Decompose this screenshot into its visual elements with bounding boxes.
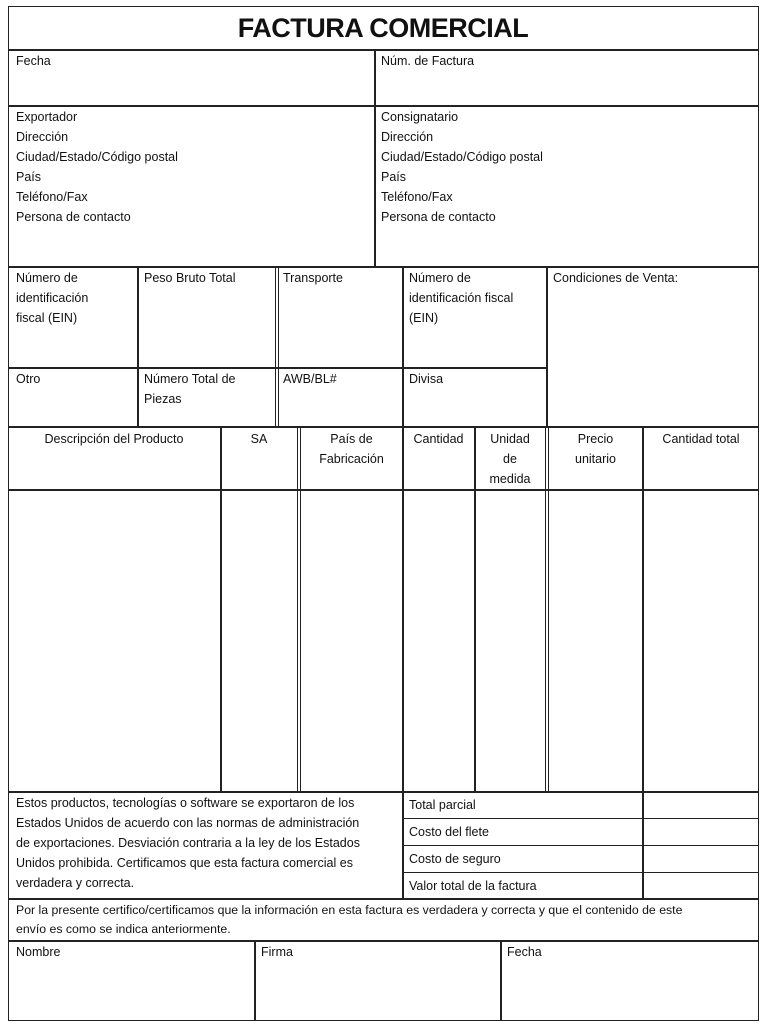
costo-flete-label: Costo del flete	[409, 825, 489, 839]
exportador-line: País	[16, 170, 42, 184]
fecha-firma-label: Fecha	[507, 945, 542, 959]
header-unidad: medida	[489, 472, 531, 486]
divider	[8, 489, 759, 491]
declaration-line: verdadera y correcta.	[16, 876, 135, 890]
num-piezas-label: Número Total de	[144, 372, 236, 386]
exportador-line: Exportador	[16, 110, 78, 124]
declaration-line: Unidos prohibida. Certificamos que esta factura comercial es	[16, 856, 353, 870]
divider	[500, 940, 502, 1021]
fecha-label: Fecha	[16, 54, 51, 68]
otro-label: Otro	[16, 372, 41, 386]
divider	[254, 940, 256, 1021]
exportador-line: Persona de contacto	[16, 210, 131, 224]
header-unidad: de	[503, 452, 517, 466]
consignatario-line: Dirección	[381, 130, 434, 144]
total-parcial-label: Total parcial	[409, 798, 476, 812]
divider	[8, 426, 759, 428]
declaration-line: Estos productos, tecnologías o software se exportaron de los	[16, 796, 355, 810]
header-cantidad-total: Cantidad total	[662, 432, 740, 446]
divider	[548, 426, 549, 792]
header-descripcion: Descripción del Producto	[44, 432, 184, 446]
page-title: FACTURA COMERCIAL	[237, 13, 529, 43]
divider	[402, 266, 404, 427]
divider	[403, 818, 759, 819]
nombre-label: Nombre	[16, 945, 61, 959]
num-factura-label: Núm. de Factura	[381, 54, 475, 68]
condiciones-label: Condiciones de Venta:	[553, 271, 679, 285]
divider	[546, 266, 548, 427]
valor-total-label: Valor total de la factura	[409, 879, 537, 893]
num-piezas-label: Piezas	[144, 392, 182, 406]
declaration-line: Estados Unidos de acuerdo con las normas de administración	[16, 816, 360, 830]
costo-seguro-label: Costo de seguro	[409, 852, 501, 866]
divider	[403, 872, 759, 873]
consignatario-line: Teléfono/Fax	[381, 190, 453, 204]
ein-left-label: Número de	[16, 271, 78, 285]
header-pais: País de	[330, 432, 373, 446]
divider	[137, 266, 139, 427]
ein-left-label: fiscal (EIN)	[16, 311, 78, 325]
exportador-line: Teléfono/Fax	[16, 190, 88, 204]
transporte-label: Transporte	[283, 271, 343, 285]
divider	[278, 266, 279, 427]
exportador-line: Dirección	[16, 130, 69, 144]
divider	[642, 426, 644, 899]
divider	[220, 426, 222, 792]
awb-label: AWB/BL#	[283, 372, 337, 386]
divider	[402, 426, 404, 899]
consignatario-line: País	[381, 170, 407, 184]
certification-line: Por la presente certifico/certificamos que la información en esta factura es verdadera y correcta y que el contenido de este	[16, 903, 683, 917]
divider	[545, 426, 546, 792]
header-precio: unitario	[575, 452, 616, 466]
header-pais: Fabricación	[319, 452, 384, 466]
divider	[8, 940, 759, 942]
divider	[374, 49, 376, 267]
certification-line: envío es como se indica anteriormente.	[16, 922, 231, 936]
divider	[300, 426, 301, 792]
consignatario-line: Ciudad/Estado/Código postal	[381, 150, 543, 164]
declaration-line: de exportaciones. Desviación contraria a la ley de los Estados	[16, 836, 360, 850]
header-precio: Precio	[577, 432, 614, 446]
ein-right-label: Número de	[409, 271, 471, 285]
ein-left-label: identificación	[16, 291, 89, 305]
header-cantidad: Cantidad	[413, 432, 464, 446]
divider	[275, 266, 276, 427]
exportador-line: Ciudad/Estado/Código postal	[16, 150, 178, 164]
header-sa: SA	[250, 432, 268, 446]
divider	[297, 426, 298, 792]
header-unidad: Unidad	[490, 432, 530, 446]
divider	[403, 845, 759, 846]
firma-label: Firma	[261, 945, 293, 959]
peso-bruto-label: Peso Bruto Total	[144, 271, 236, 285]
ein-right-label: identificación fiscal	[409, 291, 514, 305]
ein-right-label: (EIN)	[409, 311, 439, 325]
divisa-label: Divisa	[409, 372, 444, 386]
consignatario-line: Consignatario	[381, 110, 459, 124]
consignatario-line: Persona de contacto	[381, 210, 496, 224]
